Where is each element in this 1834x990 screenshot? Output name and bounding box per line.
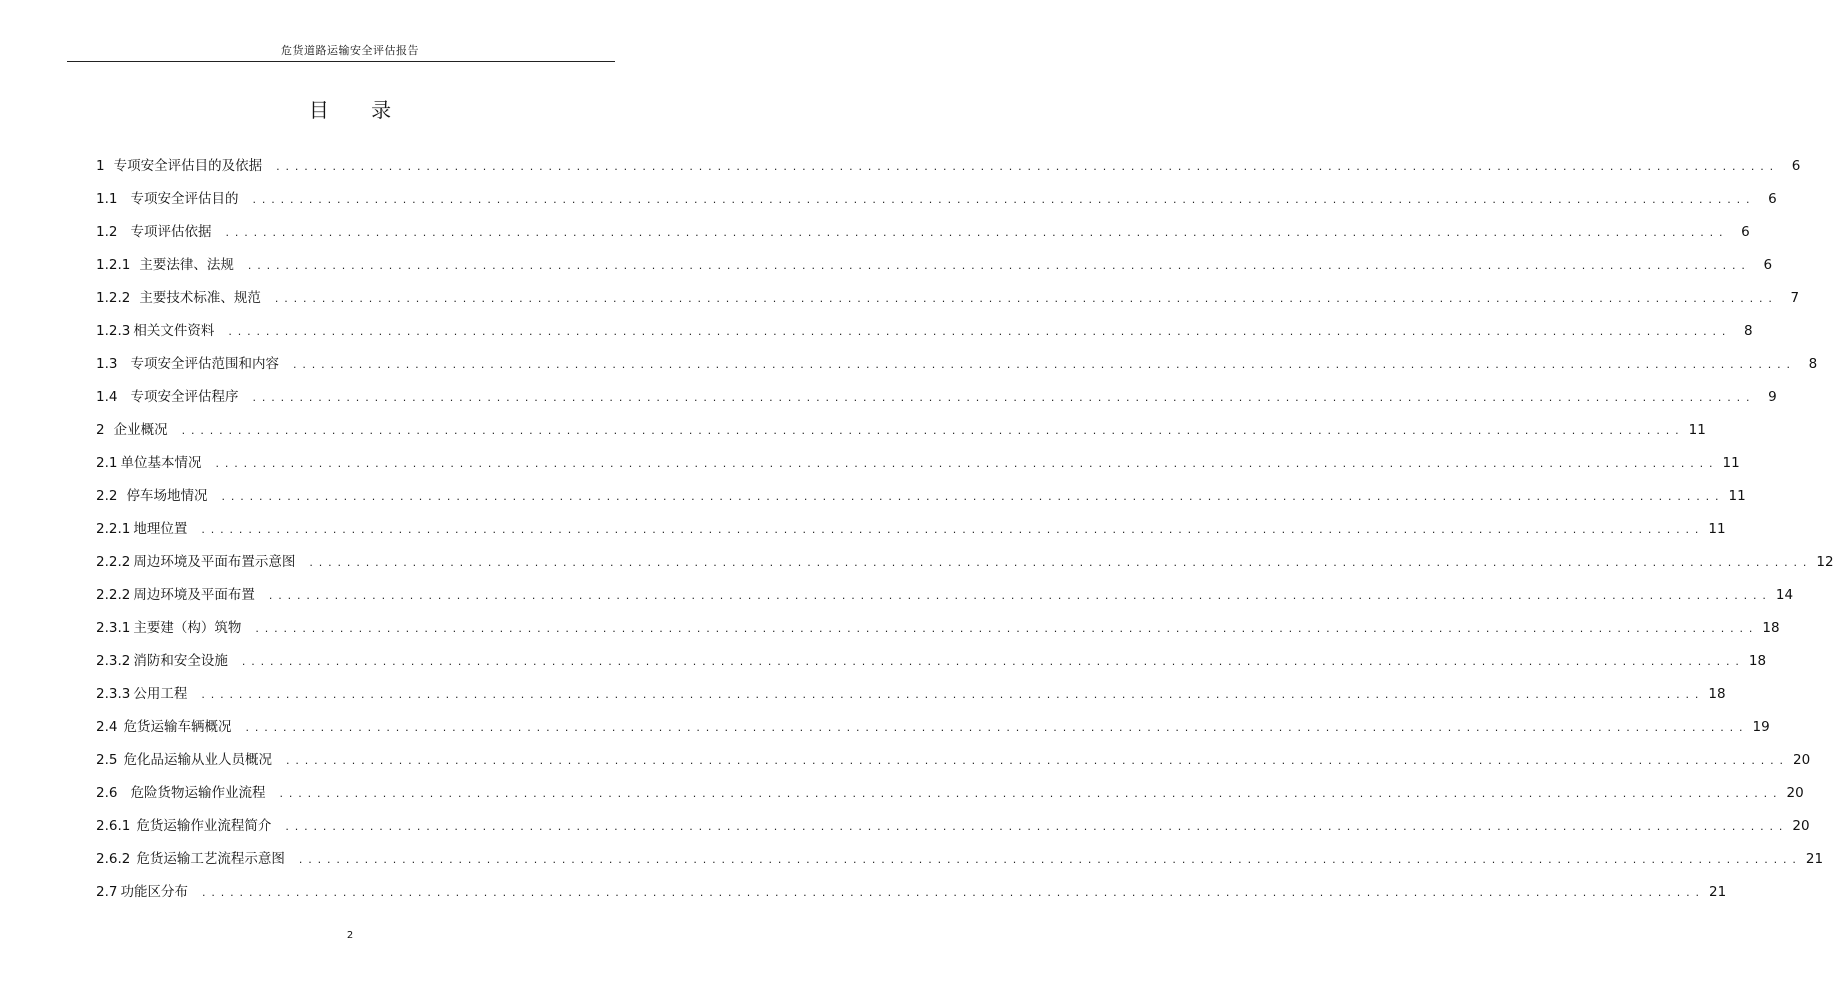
toc-entry-title: 主要建（构）筑物	[133, 620, 242, 636]
toc-entry-number: 2.3.1	[96, 620, 131, 636]
toc-entry-title: 周边环境及平面布置	[133, 587, 255, 603]
toc-entry-title: 主要技术标准、规范	[139, 290, 261, 306]
toc-entry-page: 11	[1722, 455, 1740, 471]
toc-entry-title: 企业概况	[113, 422, 168, 438]
toc-entry-title: 相关文件资料	[133, 323, 215, 339]
toc-entry-number: 1	[96, 158, 105, 174]
toc-entry[interactable]	[96, 583, 1794, 616]
toc-entry-number: 2.3.3	[96, 686, 131, 702]
toc-entry-page: 11	[1688, 422, 1706, 438]
toc-entry-page: 6	[1763, 257, 1773, 273]
toc-entry-page: 20	[1786, 785, 1804, 801]
toc-entry[interactable]	[96, 682, 1726, 715]
dot-leader: . . . . . . . . . . . . . . . . . . . . . . . . . . . . . . . . . . . . . . . . . . . . . . . . . . . . . . . . . . . . . . . . . . . . . . . . . . . . . . . . . . . . . . . . . . . . . . . . . . . . . . . . . . . . . . . . . . . . . . . . . . . . . . . . . . . . . . . . . . . . . . . . . . . . . . . . . . . . . . . .	[309, 556, 1808, 569]
dot-leader: . . . . . . . . . . . . . . . . . . . . . . . . . . . . . . . . . . . . . . . . . . . . . . . . . . . . . . . . . . . . . . . . . . . . . . . . . . . . . . . . . . . . . . . . . . . . . . . . . . . . . . . . . . . . . . . . . . . . . . . . . . . . . . . . . . . . . . . . . . . . . . . . . . . . . . . . . . . . . . . .	[285, 820, 1784, 833]
toc-entry[interactable]	[96, 187, 1777, 220]
toc-entry-number: 2.6.2	[96, 851, 131, 867]
toc-entry-title: 功能区分布	[120, 884, 188, 900]
toc-entry-number: 2.2.2	[96, 587, 131, 603]
toc-entry[interactable]	[96, 550, 1834, 583]
toc-title: 目 录	[308, 98, 410, 122]
toc-entry-page: 6	[1741, 224, 1750, 240]
dot-leader: . . . . . . . . . . . . . . . . . . . . . . . . . . . . . . . . . . . . . . . . . . . . . . . . . . . . . . . . . . . . . . . . . . . . . . . . . . . . . . . . . . . . . . . . . . . . . . . . . . . . . . . . . . . . . . . . . . . . . . . . . . . . . . . . . . . . . . . . . . . . . . . . . . . . . . . . . . . . . . . .	[292, 358, 1792, 371]
toc-entry[interactable]	[96, 484, 1746, 517]
toc-entry-number: 2.2.1	[96, 521, 131, 537]
toc-entry[interactable]	[96, 847, 1824, 880]
toc-entry[interactable]	[96, 154, 1801, 187]
running-header: 危货道路运输安全评估报告	[281, 44, 419, 57]
dot-leader: . . . . . . . . . . . . . . . . . . . . . . . . . . . . . . . . . . . . . . . . . . . . . . . . . . . . . . . . . . . . . . . . . . . . . . . . . . . . . . . . . . . . . . . . . . . . . . . . . . . . . . . . . . . . . . . . . . . . . . . . . . . . . . . . . . . . . . . . . . . . . . . . . . . . . . . . . . . . . . . .	[298, 853, 1798, 866]
dot-leader: . . . . . . . . . . . . . . . . . . . . . . . . . . . . . . . . . . . . . . . . . . . . . . . . . . . . . . . . . . . . . . . . . . . . . . . . . . . . . . . . . . . . . . . . . . . . . . . . . . . . . . . . . . . . . . . . . . . . . . . . . . . . . . . . . . . . . . . . . . . . . . . . . . . . . . . . . . . . . . . .	[201, 688, 1700, 701]
toc-entry[interactable]	[96, 319, 1753, 352]
dot-leader: . . . . . . . . . . . . . . . . . . . . . . . . . . . . . . . . . . . . . . . . . . . . . . . . . . . . . . . . . . . . . . . . . . . . . . . . . . . . . . . . . . . . . . . . . . . . . . . . . . . . . . . . . . . . . . . . . . . . . . . . . . . . . . . . . . . . . . . . . . . . . . . . . . . . . . . . . . . . . . . .	[228, 325, 1727, 338]
toc-entry-title: 地理位置	[133, 521, 188, 537]
toc-entry-number: 1.3	[96, 356, 118, 372]
dot-leader: . . . . . . . . . . . . . . . . . . . . . . . . . . . . . . . . . . . . . . . . . . . . . . . . . . . . . . . . . . . . . . . . . . . . . . . . . . . . . . . . . . . . . . . . . . . . . . . . . . . . . . . . . . . . . . . . . . . . . . . . . . . . . . . . . . . . . . . . . . . . . . . . . . . . . . . . . . . . . . . .	[285, 754, 1785, 767]
dot-leader: . . . . . . . . . . . . . . . . . . . . . . . . . . . . . . . . . . . . . . . . . . . . . . . . . . . . . . . . . . . . . . . . . . . . . . . . . . . . . . . . . . . . . . . . . . . . . . . . . . . . . . . . . . . . . . . . . . . . . . . . . . . . . . . . . . . . . . . . . . . . . . . . . . . . . . . . . . . . . . . .	[255, 622, 1754, 635]
toc-entry-page: 11	[1708, 521, 1726, 537]
dot-leader: . . . . . . . . . . . . . . . . . . . . . . . . . . . . . . . . . . . . . . . . . . . . . . . . . . . . . . . . . . . . . . . . . . . . . . . . . . . . . . . . . . . . . . . . . . . . . . . . . . . . . . . . . . . . . . . . . . . . . . . . . . . . . . . . . . . . . . . . . . . . . . . . . . . . . . . . . . . . . . . .	[201, 523, 1700, 536]
toc-entry[interactable]	[96, 616, 1780, 649]
dot-leader: . . . . . . . . . . . . . . . . . . . . . . . . . . . . . . . . . . . . . . . . . . . . . . . . . . . . . . . . . . . . . . . . . . . . . . . . . . . . . . . . . . . . . . . . . . . . . . . . . . . . . . . . . . . . . . . . . . . . . . . . . . . . . . . . . . . . . . . . . . . . . . . . . . . . . . . . . . . . . . . .	[241, 655, 1741, 668]
toc-entry-page: 19	[1752, 719, 1770, 735]
dot-leader: . . . . . . . . . . . . . . . . . . . . . . . . . . . . . . . . . . . . . . . . . . . . . . . . . . . . . . . . . . . . . . . . . . . . . . . . . . . . . . . . . . . . . . . . . . . . . . . . . . . . . . . . . . . . . . . . . . . . . . . . . . . . . . . . . . . . . . . . . . . . . . . . . . . . . . . . . . . . . . . .	[245, 721, 1744, 734]
toc-entry-number: 1.2.1	[96, 257, 131, 273]
toc-entry-number: 2.1	[96, 455, 118, 471]
toc-entry-title: 专项安全评估范围和内容	[130, 356, 279, 372]
toc-entry-page: 18	[1708, 686, 1726, 702]
toc-entry[interactable]	[96, 814, 1810, 847]
table-of-contents	[96, 154, 1834, 913]
toc-entry-number: 2.6.1	[96, 818, 131, 834]
page-number: 2	[346, 930, 354, 941]
toc-entry-title: 专项安全评估目的	[130, 191, 239, 207]
toc-entry-page: 8	[1743, 323, 1753, 339]
toc-entry[interactable]	[96, 418, 1706, 451]
toc-entry-page: 12	[1816, 554, 1834, 570]
toc-entry[interactable]	[96, 715, 1770, 748]
dot-leader: . . . . . . . . . . . . . . . . . . . . . . . . . . . . . . . . . . . . . . . . . . . . . . . . . . . . . . . . . . . . . . . . . . . . . . . . . . . . . . . . . . . . . . . . . . . . . . . . . . . . . . . . . . . . . . . . . . . . . . . . . . . . . . . . . . . . . . . . . . . . . . . . . . . . . . . . . . . . . . . .	[247, 259, 1747, 272]
toc-entry-title: 专项评估依据	[130, 224, 212, 240]
toc-entry-number: 1.2.2	[96, 290, 131, 306]
toc-entry-page: 7	[1790, 290, 1800, 306]
toc-entry-number: 1.4	[96, 389, 118, 405]
toc-entry[interactable]	[96, 286, 1800, 319]
toc-entry-number: 2.5	[96, 752, 118, 768]
toc-entry[interactable]	[96, 352, 1818, 385]
dot-leader: . . . . . . . . . . . . . . . . . . . . . . . . . . . . . . . . . . . . . . . . . . . . . . . . . . . . . . . . . . . . . . . . . . . . . . . . . . . . . . . . . . . . . . . . . . . . . . . . . . . . . . . . . . . . . . . . . . . . . . . . . . . . . . . . . . . . . . . . . . . . . . . . . . . . . . . . . . . . . . . .	[274, 292, 1774, 305]
toc-entry-number: 2.6	[96, 785, 118, 801]
toc-entry-title: 专项安全评估目的及依据	[113, 158, 263, 174]
toc-entry-number: 1.2	[96, 224, 118, 240]
dot-leader: . . . . . . . . . . . . . . . . . . . . . . . . . . . . . . . . . . . . . . . . . . . . . . . . . . . . . . . . . . . . . . . . . . . . . . . . . . . . . . . . . . . . . . . . . . . . . . . . . . . . . . . . . . . . . . . . . . . . . . . . . . . . . . . . . . . . . . . . . . . . . . . . . . . . . . . . . . . . . . . .	[268, 589, 1768, 602]
toc-entry-title: 危货运输作业流程简介	[136, 818, 272, 834]
toc-entry[interactable]	[96, 517, 1726, 550]
toc-entry-number: 2.4	[96, 719, 118, 735]
toc-entry[interactable]	[96, 451, 1740, 484]
toc-entry-number: 2.2	[96, 488, 118, 504]
toc-entry-title: 单位基本情况	[120, 455, 202, 471]
toc-entry-title: 周边环境及平面布置示意图	[133, 554, 296, 570]
toc-entry[interactable]	[96, 220, 1750, 253]
toc-entry-number: 2	[96, 422, 105, 438]
toc-entry-title: 公用工程	[133, 686, 188, 702]
toc-entry-page: 21	[1805, 851, 1824, 867]
dot-leader: . . . . . . . . . . . . . . . . . . . . . . . . . . . . . . . . . . . . . . . . . . . . . . . . . . . . . . . . . . . . . . . . . . . . . . . . . . . . . . . . . . . . . . . . . . . . . . . . . . . . . . . . . . . . . . . . . . . . . . . . . . . . . . . . . . . . . . . . . . . . . . . . . . . . . . . . . . . . . . . .	[252, 391, 1751, 404]
dot-leader: . . . . . . . . . . . . . . . . . . . . . . . . . . . . . . . . . . . . . . . . . . . . . . . . . . . . . . . . . . . . . . . . . . . . . . . . . . . . . . . . . . . . . . . . . . . . . . . . . . . . . . . . . . . . . . . . . . . . . . . . . . . . . . . . . . . . . . . . . . . . . . . . . . . . . . . . . . . . . . . .	[279, 787, 1778, 800]
toc-entry-page: 6	[1791, 158, 1801, 174]
header-divider	[67, 61, 615, 62]
dot-leader: . . . . . . . . . . . . . . . . . . . . . . . . . . . . . . . . . . . . . . . . . . . . . . . . . . . . . . . . . . . . . . . . . . . . . . . . . . . . . . . . . . . . . . . . . . . . . . . . . . . . . . . . . . . . . . . . . . . . . . . . . . . . . . . . . . . . . . . . . . . . . . . . . . . . . . . . . . . . . . . .	[252, 193, 1751, 206]
toc-entry-page: 9	[1768, 389, 1777, 405]
toc-entry-page: 21	[1709, 884, 1727, 900]
toc-entry-page: 20	[1793, 752, 1811, 768]
toc-entry-page: 18	[1762, 620, 1780, 636]
toc-entry-number: 2.7	[96, 884, 118, 900]
toc-entry-page: 14	[1775, 587, 1794, 603]
dot-leader: . . . . . . . . . . . . . . . . . . . . . . . . . . . . . . . . . . . . . . . . . . . . . . . . . . . . . . . . . . . . . . . . . . . . . . . . . . . . . . . . . . . . . . . . . . . . . . . . . . . . . . . . . . . . . . . . . . . . . . . . . . . . . . . . . . . . . . . . . . . . . . . . . . . . . . . . . . . . . . . .	[221, 490, 1720, 503]
toc-entry-title: 危险货物运输作业流程	[130, 785, 266, 801]
toc-entry[interactable]	[96, 649, 1767, 682]
toc-entry[interactable]	[96, 253, 1773, 286]
toc-entry-title: 危化品运输从业人员概况	[123, 752, 272, 768]
toc-entry-number: 1.2.3	[96, 323, 131, 339]
toc-entry-page: 6	[1768, 191, 1777, 207]
toc-entry-title: 危货运输工艺流程示意图	[136, 851, 285, 867]
toc-entry-title: 危货运输车辆概况	[123, 719, 232, 735]
dot-leader: . . . . . . . . . . . . . . . . . . . . . . . . . . . . . . . . . . . . . . . . . . . . . . . . . . . . . . . . . . . . . . . . . . . . . . . . . . . . . . . . . . . . . . . . . . . . . . . . . . . . . . . . . . . . . . . . . . . . . . . . . . . . . . . . . . . . . . . . . . . . . . . . . . . . . . . . . . . . . . . .	[201, 886, 1701, 899]
dot-leader: . . . . . . . . . . . . . . . . . . . . . . . . . . . . . . . . . . . . . . . . . . . . . . . . . . . . . . . . . . . . . . . . . . . . . . . . . . . . . . . . . . . . . . . . . . . . . . . . . . . . . . . . . . . . . . . . . . . . . . . . . . . . . . . . . . . . . . . . . . . . . . . . . . . . . . . . . . . . . . . .	[215, 457, 1714, 470]
toc-entry-page: 8	[1808, 356, 1818, 372]
toc-entry-number: 2.3.2	[96, 653, 131, 669]
toc-entry-page: 18	[1748, 653, 1767, 669]
toc-entry-title: 专项安全评估程序	[130, 389, 239, 405]
toc-entry-number: 2.2.2	[96, 554, 131, 570]
toc-entry-number: 1.1	[96, 191, 118, 207]
dot-leader: . . . . . . . . . . . . . . . . . . . . . . . . . . . . . . . . . . . . . . . . . . . . . . . . . . . . . . . . . . . . . . . . . . . . . . . . . . . . . . . . . . . . . . . . . . . . . . . . . . . . . . . . . . . . . . . . . . . . . . . . . . . . . . . . . . . . . . . . . . . . . . . . . . . . . . . . . . . . . . . .	[181, 424, 1680, 437]
toc-entry[interactable]	[96, 781, 1804, 814]
toc-entry-title: 停车场地情况	[126, 488, 208, 504]
toc-entry[interactable]	[96, 385, 1777, 418]
toc-entry-title: 主要法律、法规	[139, 257, 234, 273]
toc-entry-page: 11	[1728, 488, 1746, 504]
toc-entry-page: 20	[1792, 818, 1810, 834]
toc-entry-title: 消防和安全设施	[133, 653, 228, 669]
dot-leader: . . . . . . . . . . . . . . . . . . . . . . . . . . . . . . . . . . . . . . . . . . . . . . . . . . . . . . . . . . . . . . . . . . . . . . . . . . . . . . . . . . . . . . . . . . . . . . . . . . . . . . . . . . . . . . . . . . . . . . . . . . . . . . . . . . . . . . . . . . . . . . . . . . . . . . . . . . . . . . . .	[276, 160, 1775, 173]
toc-entry[interactable]	[96, 880, 1727, 913]
dot-leader: . . . . . . . . . . . . . . . . . . . . . . . . . . . . . . . . . . . . . . . . . . . . . . . . . . . . . . . . . . . . . . . . . . . . . . . . . . . . . . . . . . . . . . . . . . . . . . . . . . . . . . . . . . . . . . . . . . . . . . . . . . . . . . . . . . . . . . . . . . . . . . . . . . . . . . . . . . . . . . . .	[225, 226, 1724, 239]
toc-entry[interactable]	[96, 748, 1811, 781]
